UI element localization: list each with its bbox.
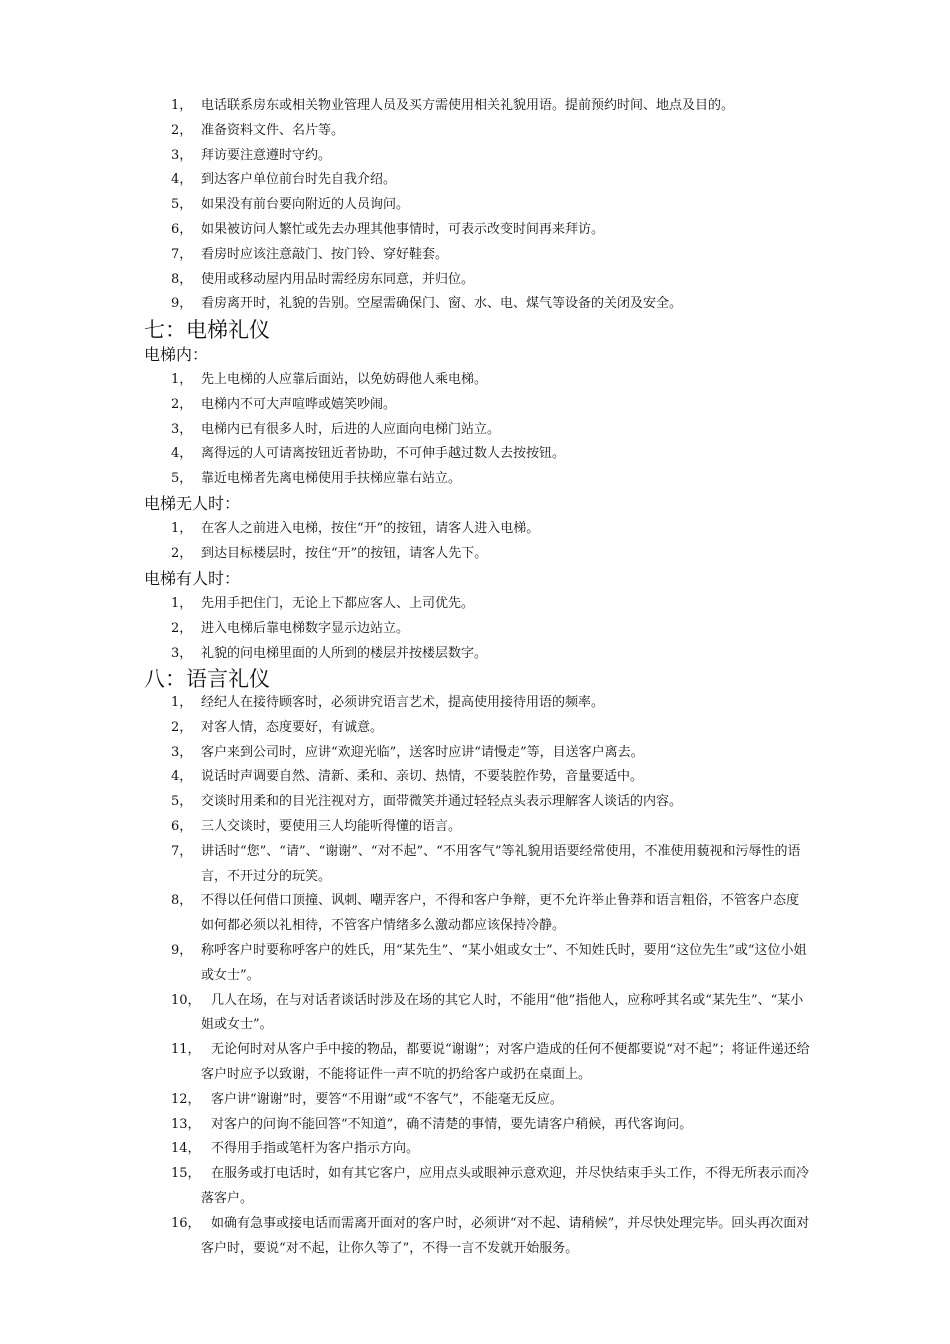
item-number: 7， bbox=[171, 246, 193, 262]
list-item bbox=[0, 268, 950, 293]
item-number: 16， bbox=[171, 1215, 201, 1231]
item-number: 2， bbox=[171, 545, 193, 561]
item-number: 4， bbox=[171, 172, 193, 188]
item-number: 3， bbox=[171, 645, 193, 661]
item-number: 1， bbox=[171, 98, 193, 113]
list-item bbox=[0, 144, 950, 169]
item-number: 2， bbox=[171, 719, 193, 735]
item-number: 2， bbox=[171, 396, 193, 412]
list-item bbox=[0, 168, 950, 193]
list-item bbox=[0, 840, 950, 890]
list-item bbox=[0, 617, 950, 642]
item-number: 15， bbox=[171, 1166, 201, 1182]
item-text: 电话联系房东或相关物业管理人员及买方需使用相关礼貌用语。提前预约时间、地点及目的。 bbox=[201, 98, 735, 113]
item-text: 先上电梯的人应靠后面站，以免妨碍他人乘电梯。 bbox=[201, 372, 488, 387]
item-text: 进入电梯后靠电梯数字显示边站立。 bbox=[201, 620, 410, 636]
item-number: 2， bbox=[171, 620, 193, 636]
item-number: 6， bbox=[171, 221, 193, 237]
item-number: 3， bbox=[171, 421, 193, 437]
item-number: 14， bbox=[171, 1141, 201, 1157]
item-text: 准备资料文件、名片等。 bbox=[201, 122, 345, 138]
list-item bbox=[0, 542, 950, 567]
item-text: 无论何时对从客户手中接的物品，都要说“谢谢”；对客户造成的任何不便都要说“对不起”；将证件递还给客户时应予以致谢，不能将证件一声不吭的扔给客户或扔在桌面上。 bbox=[201, 1042, 810, 1082]
elevator-occupied-list bbox=[0, 592, 950, 666]
item-text: 讲话时“您”、“请”、“谢谢”、“对不起”、“不用客气”等礼貌用语要经常使用，不准使用藐视和污辱性的语言，不开过分的玩笑。 bbox=[201, 843, 801, 884]
list-item bbox=[0, 889, 950, 939]
item-number: 9， bbox=[171, 296, 193, 312]
list-item bbox=[0, 243, 950, 268]
item-number: 11， bbox=[171, 1042, 201, 1058]
list-item bbox=[0, 517, 950, 542]
visit-etiquette-list bbox=[0, 94, 950, 317]
list-item bbox=[0, 642, 950, 667]
item-number: 3， bbox=[171, 744, 193, 760]
subheading-elevator-occupied: 电梯有人时： bbox=[144, 569, 241, 588]
item-text: 如果没有前台要向附近的人员询问。 bbox=[201, 197, 410, 213]
list-item bbox=[0, 716, 950, 741]
item-text: 交谈时用柔和的目光注视对方，面带微笑并通过轻轻点头表示理解客人谈话的内容。 bbox=[201, 794, 683, 810]
list-item bbox=[0, 765, 950, 790]
elevator-empty-list bbox=[0, 517, 950, 567]
section-heading-language: 八：语言礼仪 bbox=[144, 667, 270, 691]
item-number: 5， bbox=[171, 471, 193, 487]
list-item bbox=[0, 393, 950, 418]
subheading-elevator-inside: 电梯内： bbox=[144, 345, 209, 364]
item-number: 2， bbox=[171, 122, 193, 138]
item-number: 5， bbox=[171, 197, 193, 213]
item-text: 称呼客户时要称呼客户的姓氏，用“某先生”、“某小姐或女士”、不知姓氏时，要用“这位先生”或“这位小姐或女士”。 bbox=[201, 942, 807, 983]
list-item bbox=[0, 939, 950, 989]
item-number: 10， bbox=[171, 992, 201, 1008]
list-item bbox=[0, 193, 950, 218]
subheading-elevator-empty: 电梯无人时： bbox=[144, 494, 241, 513]
item-text: 电梯内已有很多人时，后进的人应面向电梯门站立。 bbox=[201, 421, 501, 437]
item-text: 客户讲“谢谢”时，要答“不用谢”或“不客气”，不能毫无反应。 bbox=[211, 1091, 563, 1107]
item-number: 13， bbox=[171, 1116, 201, 1132]
list-item bbox=[0, 218, 950, 243]
item-text: 电梯内不可大声喧哗或嬉笑吵闹。 bbox=[201, 396, 397, 412]
item-text: 不得以任何借口顶撞、讽刺、嘲弄客户，不得和客户争辩，更不允许举止鲁莽和语言粗俗，不管客户态度如何都必须以礼相待，不管客户情绪多么激动都应该保持冷静。 bbox=[201, 893, 800, 934]
list-item bbox=[0, 119, 950, 144]
list-item bbox=[0, 467, 950, 492]
item-text: 拜访要注意遵时守约。 bbox=[201, 147, 332, 163]
item-number: 12， bbox=[171, 1091, 201, 1107]
item-text: 先用手把住门，无论上下都应客人、上司优先。 bbox=[201, 596, 475, 611]
item-text: 三人交谈时，要使用三人均能听得懂的语言。 bbox=[201, 818, 462, 834]
item-number: 9， bbox=[171, 942, 193, 958]
list-item bbox=[0, 592, 950, 617]
list-item bbox=[0, 1137, 950, 1162]
list-item bbox=[0, 418, 950, 443]
item-text: 说话时声调要自然、清新、柔和、亲切、热情，不要装腔作势，音量要适中。 bbox=[201, 769, 644, 785]
item-number: 3， bbox=[171, 147, 193, 163]
item-number: 1， bbox=[171, 695, 193, 710]
item-text: 礼貌的问电梯里面的人所到的楼层并按楼层数字。 bbox=[201, 645, 488, 661]
list-item bbox=[0, 790, 950, 815]
list-item bbox=[0, 1038, 950, 1088]
item-text: 离得远的人可请离按钮近者协助，不可伸手越过数人去按按钮。 bbox=[201, 446, 566, 462]
item-text: 使用或移动屋内用品时需经房东同意，并归位。 bbox=[201, 271, 475, 287]
elevator-inside-list bbox=[0, 368, 950, 492]
list-item bbox=[0, 368, 950, 393]
list-item bbox=[0, 1212, 950, 1262]
list-item bbox=[0, 1088, 950, 1113]
list-item bbox=[0, 1162, 950, 1212]
item-number: 7， bbox=[171, 843, 193, 859]
item-text: 经纪人在接待顾客时，必须讲究语言艺术，提高使用接待用语的频率。 bbox=[201, 695, 605, 710]
item-text: 对客人情，态度要好，有诚意。 bbox=[201, 719, 384, 735]
item-text: 看房离开时，礼貌的告别。空屋需确保门、窗、水、电、煤气等设备的关闭及安全。 bbox=[201, 296, 683, 312]
item-number: 1， bbox=[171, 596, 193, 611]
item-number: 5， bbox=[171, 794, 193, 810]
list-item bbox=[0, 442, 950, 467]
item-text: 如果被访问人繁忙或先去办理其他事情时，可表示改变时间再来拜访。 bbox=[201, 221, 605, 237]
item-number: 4， bbox=[171, 769, 193, 785]
section-heading-elevator: 七：电梯礼仪 bbox=[144, 318, 270, 342]
item-number: 8， bbox=[171, 893, 193, 909]
item-text: 靠近电梯者先离电梯使用手扶梯应靠右站立。 bbox=[201, 471, 462, 487]
item-number: 8， bbox=[171, 271, 193, 287]
item-number: 6， bbox=[171, 818, 193, 834]
item-number: 1， bbox=[171, 521, 193, 536]
item-text: 客户来到公司时，应讲“欢迎光临”，送客时应讲“请慢走”等，目送客户离去。 bbox=[201, 744, 644, 760]
list-item bbox=[0, 741, 950, 766]
list-item bbox=[0, 815, 950, 840]
item-text: 对客户的问询不能回答“不知道”，确不清楚的事情，要先请客户稍候，再代客询问。 bbox=[211, 1116, 693, 1132]
list-item bbox=[0, 292, 950, 317]
language-etiquette-list bbox=[0, 691, 950, 1261]
item-text: 在客人之前进入电梯，按住“开”的按钮，请客人进入电梯。 bbox=[201, 521, 540, 536]
list-item bbox=[0, 1113, 950, 1138]
list-item bbox=[0, 989, 950, 1039]
item-text: 在服务或打电话时，如有其它客户，应用点头或眼神示意欢迎，并尽快结束手头工作，不得无所表示而冷落客户。 bbox=[201, 1166, 810, 1206]
item-text: 看房时应该注意敲门、按门铃、穿好鞋套。 bbox=[201, 246, 449, 262]
item-number: 4， bbox=[171, 446, 193, 462]
item-text: 到达客户单位前台时先自我介绍。 bbox=[201, 172, 397, 188]
item-text: 不得用手指或笔杆为客户指示方向。 bbox=[211, 1141, 420, 1157]
list-item bbox=[0, 691, 950, 716]
item-text: 几人在场，在与对话者谈话时涉及在场的其它人时，不能用“他”指他人，应称呼其名或“某先生”、“某小姐或女士”。 bbox=[201, 992, 804, 1033]
item-number: 1， bbox=[171, 372, 193, 387]
item-text: 到达目标楼层时，按住“开”的按钮，请客人先下。 bbox=[201, 545, 488, 561]
item-text: 如确有急事或接电话而需离开面对的客户时，必须讲“对不起、请稍候”，并尽快处理完毕。回头再次面对客户时，要说“对不起，让你久等了”，不得一言不发就开始服务。 bbox=[201, 1215, 810, 1256]
list-item bbox=[0, 94, 950, 119]
